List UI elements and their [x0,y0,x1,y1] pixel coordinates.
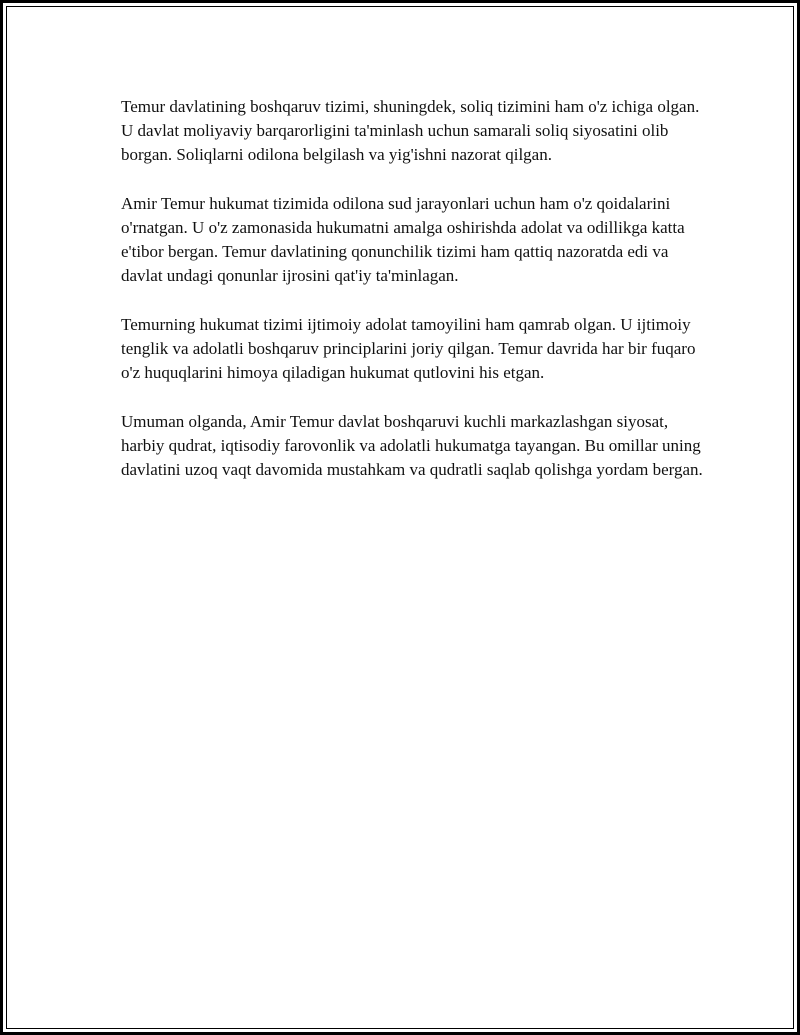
document-body [121,95,711,506]
paragraph-conclusion: Umuman olganda, Amir Temur davlat boshqaruvi kuchli markazlashgan siyosat, harbiy qudrat, iqtisodiy farovonlik va adolatli hukumatga tayangan. Bu omillar uning davlatini uzoq vaqt davomida mustahkam va qudratli saqlab qolishga yordam bergan. [121,411,703,479]
paragraph-social-justice: Temurning hukumat tizimi ijtimoiy adolat tamoyilini ham qamrab olgan. U ijtimoiy tenglik va adolatli boshqaruv principlarini joriy qilgan. Temur davrida har bir fuqaro o'z huquqlarini himoya qiladigan hukumat qutlovini his etgan. [121,314,696,383]
paragraph-tax-system: Temur davlatining boshqaruv tizimi, shuningdek, soliq tizimini ham o'z ichiga olgan. U davlat moliyaviy barqarorligini ta'minlash uchun samarali soliq siyosatini olib borgan. Soliqlarni odilona belgilash va yig'ishni nazorat qilgan. [121,97,700,165]
paragraph-judicial-system: Amir Temur hukumat tizimida odilona sud jarayonlari uchun ham o'z qoidalarini o'rnatgan. U o'z zamonasida hukumatni amalga oshirishda adolat va odillikga katta e'tibor bergan. Temur davlatining qonunchilik tizimi ham qattiq nazoratda edi va davlat undagi qonunlar ijrosini qat'iy ta'minlagan. [121,193,685,286]
